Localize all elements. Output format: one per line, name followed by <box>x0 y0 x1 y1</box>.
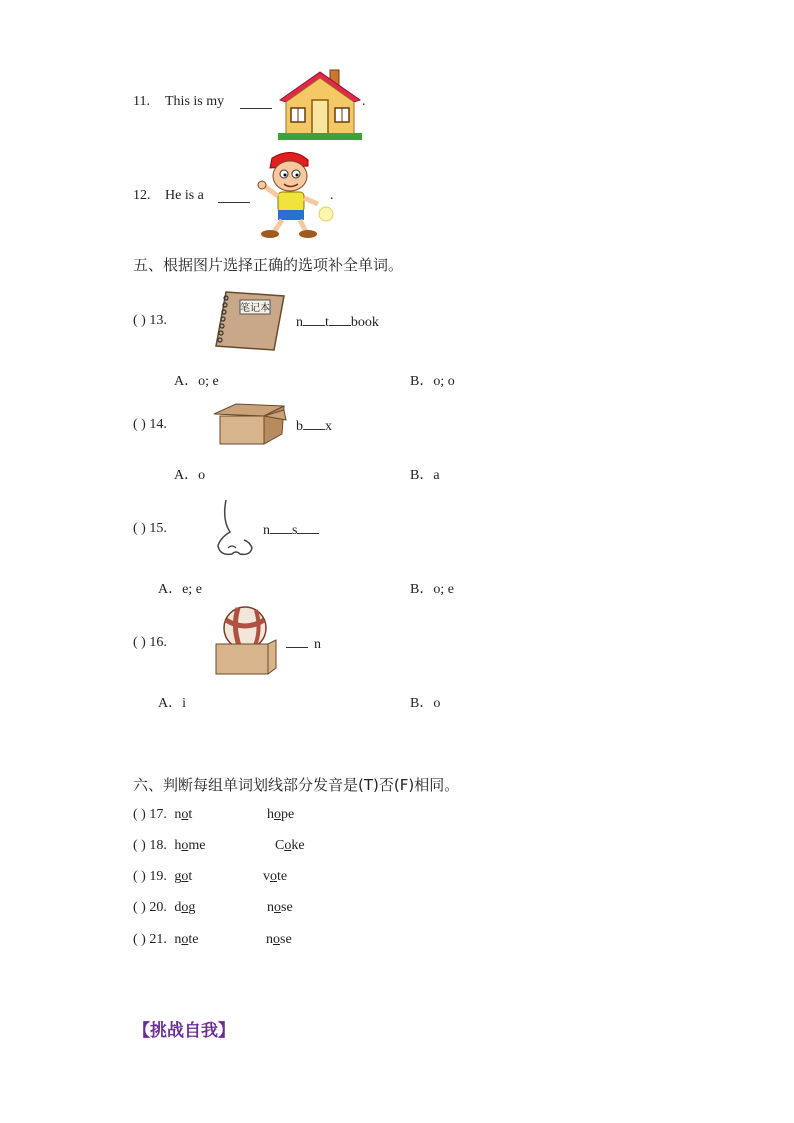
notebook-label: 笔记本 <box>240 303 270 314</box>
q13-word <box>296 313 379 331</box>
judge-word-b-18: Coke <box>275 838 305 853</box>
q15-answer-paren[interactable]: ( ) 15. <box>133 521 167 536</box>
section5-title: 五、根据图片选择正确的选项补全单词。 <box>133 256 404 274</box>
q11-end: . <box>362 94 366 109</box>
judge-paren-18[interactable]: ( ) 18. <box>133 838 167 853</box>
judge-row-21 <box>133 932 292 948</box>
q15-letter-1: n <box>263 523 270 538</box>
judge-word-a-17: not <box>174 807 193 822</box>
judge-word-a-19: got <box>174 869 193 884</box>
q14-word <box>296 417 332 435</box>
q13-option-a[interactable]: A．o; e <box>174 374 219 389</box>
q15-blank-2[interactable] <box>297 521 319 534</box>
q11-number: 11. <box>133 94 150 109</box>
notebook-icon <box>212 288 288 354</box>
nose-icon <box>210 498 256 558</box>
judge-word-b-21: nose <box>266 932 292 947</box>
judge-word-b-17: hope <box>267 807 295 822</box>
q16-option-a[interactable]: A．i <box>158 696 186 711</box>
judge-row-20 <box>133 900 293 916</box>
q12-blank[interactable] <box>218 190 250 203</box>
q11-text: This is my <box>165 94 225 109</box>
q16-word <box>286 635 321 653</box>
judge-paren-17[interactable]: ( ) 17. <box>133 807 167 822</box>
q16-blank[interactable] <box>286 635 308 648</box>
q11-blank[interactable] <box>240 96 272 109</box>
judge-word-a-18: home <box>174 838 206 853</box>
judge-row-18 <box>133 838 305 854</box>
judge-row-17 <box>133 807 295 823</box>
q13-blank-2[interactable] <box>329 313 351 326</box>
ball-in-box-icon <box>212 604 278 676</box>
q16-answer-paren[interactable]: ( ) 16. <box>133 635 167 650</box>
q13-letter-1: n <box>296 315 303 330</box>
judge-paren-19[interactable]: ( ) 19. <box>133 869 167 884</box>
q15-option-a[interactable]: A．e; e <box>158 582 202 597</box>
q14-answer-paren[interactable]: ( ) 14. <box>133 417 167 432</box>
q15-word <box>263 521 319 539</box>
boy-icon <box>254 148 334 240</box>
judge-word-b-20: nose <box>267 900 293 915</box>
q16-option-b[interactable]: B．o <box>410 696 441 711</box>
judge-word-a-21: note <box>174 932 199 947</box>
challenge-heading: 【挑战自我】 <box>133 1021 235 1041</box>
q13-option-b[interactable]: B．o; o <box>410 374 455 389</box>
q14-option-a[interactable]: A．o <box>174 468 206 483</box>
q14-letter-2: x <box>325 419 332 434</box>
q14-option-b[interactable]: B．a <box>410 468 440 483</box>
judge-word-b-19: vote <box>263 869 288 884</box>
judge-paren-20[interactable]: ( ) 20. <box>133 900 167 915</box>
q13-blank-1[interactable] <box>303 313 325 326</box>
judge-word-a-20: dog <box>174 900 196 915</box>
judge-row-19 <box>133 869 288 885</box>
q12-number: 12. <box>133 188 151 203</box>
q13-answer-paren[interactable]: ( ) 13. <box>133 313 167 328</box>
q13-letter-3: book <box>350 315 379 330</box>
q12-end: . <box>330 188 334 203</box>
box-icon <box>212 402 288 446</box>
section6-title: 六、判断每组单词划线部分发音是(T)否(F)相同。 <box>133 776 460 794</box>
q12-text: He is a <box>165 188 204 203</box>
q16-letter: n <box>314 637 321 652</box>
q15-letter-2: s <box>292 523 298 538</box>
house-icon <box>278 64 362 140</box>
q14-blank[interactable] <box>303 417 325 430</box>
q13-letter-2: t <box>325 315 329 330</box>
judge-paren-21[interactable]: ( ) 21. <box>133 932 167 947</box>
q15-option-b[interactable]: B．o; e <box>410 582 454 597</box>
q15-blank-1[interactable] <box>270 521 292 534</box>
q14-letter-1: b <box>296 419 303 434</box>
